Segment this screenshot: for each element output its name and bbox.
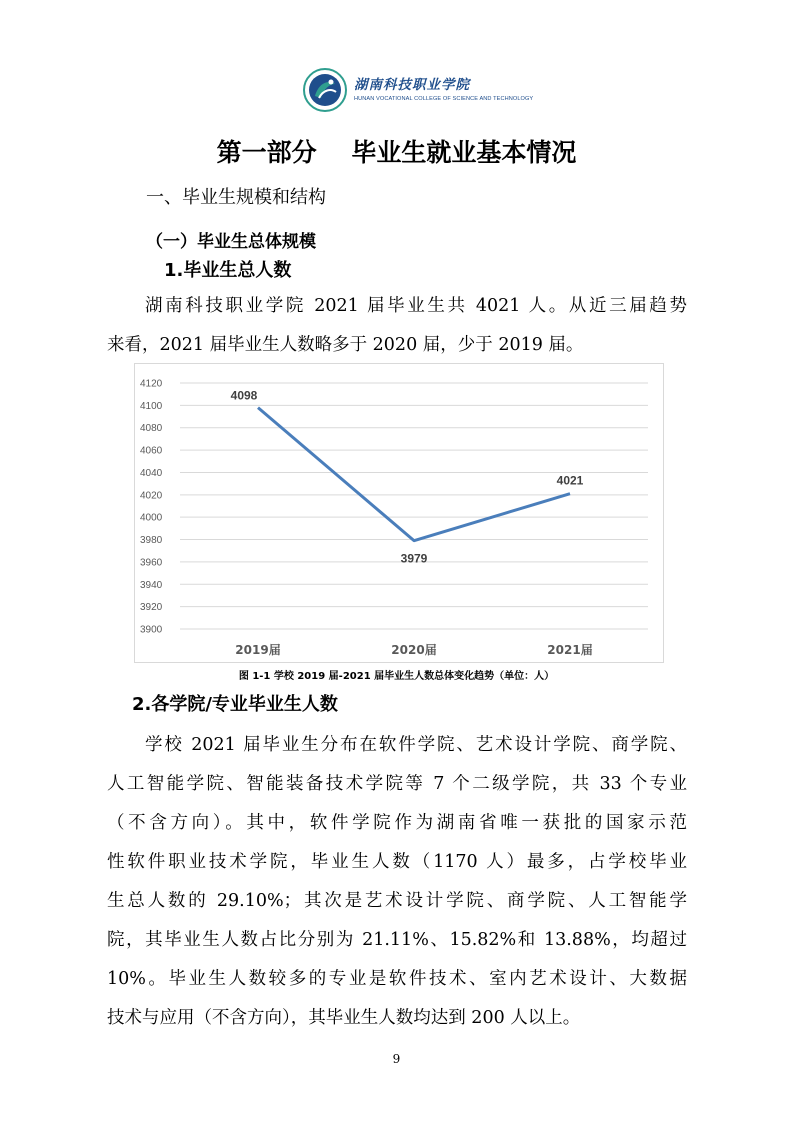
- x-tick-label: 2020届: [391, 643, 437, 657]
- data-label: 4098: [230, 388, 258, 403]
- college-name-cn: 湖南科技职业学院: [354, 77, 470, 93]
- heading-graduates-by-college: 2.各学院/专业毕业生人数: [132, 694, 338, 715]
- y-tick-label: 3900: [140, 624, 163, 636]
- y-tick-label: 3940: [140, 579, 163, 591]
- x-tick-label: 2021届: [547, 643, 593, 657]
- data-label: 4021: [556, 473, 584, 488]
- y-tick-label: 3980: [140, 535, 163, 547]
- y-tick-label: 4000: [140, 512, 163, 524]
- chart-caption: 图 1-1 学校 2019 届-2021 届毕业生人数总体变化趋势（单位：人）: [238, 671, 555, 682]
- part-title: 第一部分 毕业生就业基本情况: [216, 138, 577, 167]
- college-name-en: HUNAN VOCATIONAL COLLEGE OF SCIENCE AND TECHNOLOGY: [354, 96, 534, 102]
- paragraph-line: 性软件职业技术学院，毕业生人数（1170 人）最多，占学校毕业: [107, 852, 687, 872]
- college-logo-emblem: [303, 68, 347, 112]
- paragraph-line: 技术与应用（不含方向），其毕业生人数均达到 200 人以上。: [107, 1008, 581, 1028]
- subsection-heading: （一）毕业生总体规模: [146, 232, 316, 252]
- y-tick-label: 4020: [140, 490, 163, 502]
- paragraph-line: 湖南科技职业学院 2021 届毕业生共 4021 人。从近三届趋势: [145, 296, 687, 316]
- y-tick-label: 4100: [140, 400, 163, 412]
- y-tick-label: 4060: [140, 445, 163, 457]
- paragraph-line: 学校 2021 届毕业生分布在软件学院、艺术设计学院、商学院、: [145, 735, 687, 755]
- paragraph-line: 10%。毕业生人数较多的专业是软件技术、室内艺术设计、大数据: [107, 969, 687, 989]
- line-chart: [134, 363, 664, 663]
- paragraph-line: 院，其毕业生人数占比分别为 21.11%、15.82%和 13.88%，均超过: [107, 930, 687, 950]
- y-tick-label: 3920: [140, 602, 163, 614]
- page-number: 9: [392, 1052, 401, 1066]
- heading-total-graduates: 1.毕业生总人数: [164, 260, 292, 281]
- y-tick-label: 4040: [140, 467, 163, 479]
- y-tick-label: 4120: [140, 378, 163, 390]
- paragraph-line: 生总人数的 29.10%；其次是艺术设计学院、商学院、人工智能学: [107, 891, 687, 911]
- paragraph-by-college: [107, 726, 687, 1038]
- y-tick-label: 4080: [140, 423, 163, 435]
- paragraph-line: 人工智能学院、智能装备技术学院等 7 个二级学院，共 33 个专业: [107, 774, 687, 794]
- y-tick-label: 3960: [140, 557, 163, 569]
- paragraph-total: [107, 287, 687, 365]
- x-tick-label: 2019届: [235, 643, 281, 657]
- section-heading: 一、毕业生规模和结构: [146, 187, 326, 208]
- data-label: 3979: [400, 551, 428, 566]
- paragraph-line: 来看，2021 届毕业生人数略多于 2020 届，少于 2019 届。: [107, 335, 584, 355]
- paragraph-line: （不含方向）。其中，软件学院作为湖南省唯一获批的国家示范: [107, 813, 687, 833]
